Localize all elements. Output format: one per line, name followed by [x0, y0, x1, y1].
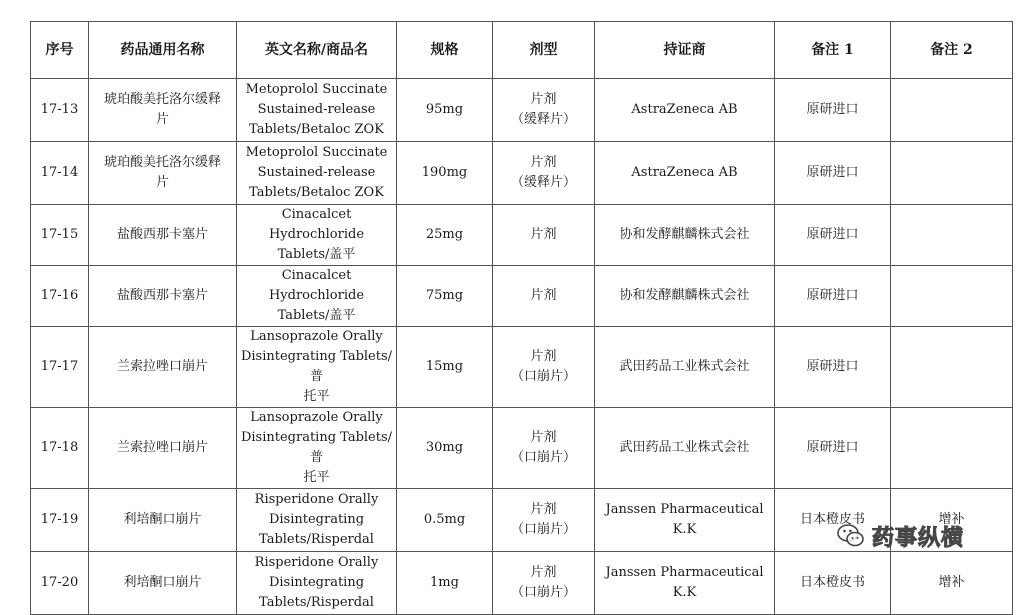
cell-note-1: 原研进口: [775, 327, 891, 408]
header-generic-name: 药品通用名称: [89, 22, 237, 79]
cell-dosage-form: 片剂: [493, 205, 595, 266]
cell-note-1: 原研进口: [775, 79, 891, 142]
table-row: [31, 205, 1013, 266]
header-serial-no: 序号: [31, 22, 89, 79]
cell-note-2: [891, 266, 1013, 327]
cell-license-holder: 武田药品工业株式会社: [595, 327, 775, 408]
cell-specification: 190mg: [397, 142, 493, 205]
cell-english-name: Cinacalcet Hydrochloride Tablets/盖平: [237, 266, 397, 327]
cell-note-2: 增补: [891, 552, 1013, 615]
cell-serial-no: 17-14: [31, 142, 89, 205]
cell-license-holder: 协和发酵麒麟株式会社: [595, 266, 775, 327]
table-header-row: [31, 22, 1013, 79]
cell-note-1: 原研进口: [775, 408, 891, 489]
cell-license-holder: Janssen Pharmaceutical K.K: [595, 552, 775, 615]
cell-generic-name: 琥珀酸美托洛尔缓释 片: [89, 79, 237, 142]
cell-generic-name: 盐酸西那卡塞片: [89, 205, 237, 266]
cell-note-2: [891, 205, 1013, 266]
cell-serial-no: 17-19: [31, 489, 89, 552]
cell-serial-no: 17-13: [31, 79, 89, 142]
table-row: [31, 408, 1013, 489]
header-specification: 规格: [397, 22, 493, 79]
cell-generic-name: 利培酮口崩片: [89, 552, 237, 615]
cell-license-holder: Janssen Pharmaceutical K.K: [595, 489, 775, 552]
cell-dosage-form: 片剂: [493, 266, 595, 327]
cell-note-2: [891, 327, 1013, 408]
cell-specification: 0.5mg: [397, 489, 493, 552]
cell-license-holder: AstraZeneca AB: [595, 142, 775, 205]
cell-generic-name: 兰索拉唑口崩片: [89, 327, 237, 408]
cell-note-2: [891, 142, 1013, 205]
cell-english-name: Lansoprazole Orally Disintegrating Tablets/普 托平: [237, 327, 397, 408]
cell-license-holder: 武田药品工业株式会社: [595, 408, 775, 489]
cell-dosage-form: 片剂 （缓释片）: [493, 142, 595, 205]
cell-serial-no: 17-18: [31, 408, 89, 489]
table-row: [31, 266, 1013, 327]
cell-generic-name: 利培酮口崩片: [89, 489, 237, 552]
cell-serial-no: 17-17: [31, 327, 89, 408]
cell-english-name: Metoprolol Succinate Sustained-release Tablets/Betaloc ZOK: [237, 79, 397, 142]
cell-english-name: Risperidone Orally Disintegrating Tablets/Risperdal: [237, 552, 397, 615]
cell-english-name: Risperidone Orally Disintegrating Tablets/Risperdal: [237, 489, 397, 552]
header-dosage-form: 剂型: [493, 22, 595, 79]
header-note-2: 备注 2: [891, 22, 1013, 79]
cell-note-1: 原研进口: [775, 266, 891, 327]
cell-note-2: [891, 79, 1013, 142]
header-english-name: 英文名称/商品名: [237, 22, 397, 79]
header-note-1: 备注 1: [775, 22, 891, 79]
cell-dosage-form: 片剂 （口崩片）: [493, 489, 595, 552]
cell-specification: 25mg: [397, 205, 493, 266]
cell-license-holder: 协和发酵麒麟株式会社: [595, 205, 775, 266]
cell-specification: 95mg: [397, 79, 493, 142]
cell-serial-no: 17-20: [31, 552, 89, 615]
cell-note-1: 日本橙皮书: [775, 552, 891, 615]
table-row: [31, 552, 1013, 615]
cell-specification: 75mg: [397, 266, 493, 327]
watermark: [836, 518, 1006, 554]
watermark-text: 药事纵横: [872, 525, 965, 551]
table-row: [31, 79, 1013, 142]
cell-note-2: [891, 408, 1013, 489]
table-row: [31, 142, 1013, 205]
cell-dosage-form: 片剂 （缓释片）: [493, 79, 595, 142]
cell-specification: 30mg: [397, 408, 493, 489]
cell-note-1: 原研进口: [775, 142, 891, 205]
cell-english-name: Lansoprazole Orally Disintegrating Tablets/普 托平: [237, 408, 397, 489]
cell-generic-name: 琥珀酸美托洛尔缓释 片: [89, 142, 237, 205]
cell-dosage-form: 片剂 （口崩片）: [493, 327, 595, 408]
cell-dosage-form: 片剂 （口崩片）: [493, 408, 595, 489]
cell-generic-name: 兰索拉唑口崩片: [89, 408, 237, 489]
cell-license-holder: AstraZeneca AB: [595, 79, 775, 142]
cell-serial-no: 17-16: [31, 266, 89, 327]
cell-specification: 15mg: [397, 327, 493, 408]
cell-english-name: Cinacalcet Hydrochloride Tablets/盖平: [237, 205, 397, 266]
cell-dosage-form: 片剂 （口崩片）: [493, 552, 595, 615]
header-license-holder: 持证商: [595, 22, 775, 79]
cell-note-1: 日本橙皮书: [775, 489, 891, 552]
table-row: [31, 327, 1013, 408]
cell-note-1: 原研进口: [775, 205, 891, 266]
cell-generic-name: 盐酸西那卡塞片: [89, 266, 237, 327]
cell-specification: 1mg: [397, 552, 493, 615]
wechat-logo-icon: [836, 521, 866, 551]
cell-serial-no: 17-15: [31, 205, 89, 266]
cell-english-name: Metoprolol Succinate Sustained-release Tablets/Betaloc ZOK: [237, 142, 397, 205]
cell-note-2: 增补: [891, 489, 1013, 552]
